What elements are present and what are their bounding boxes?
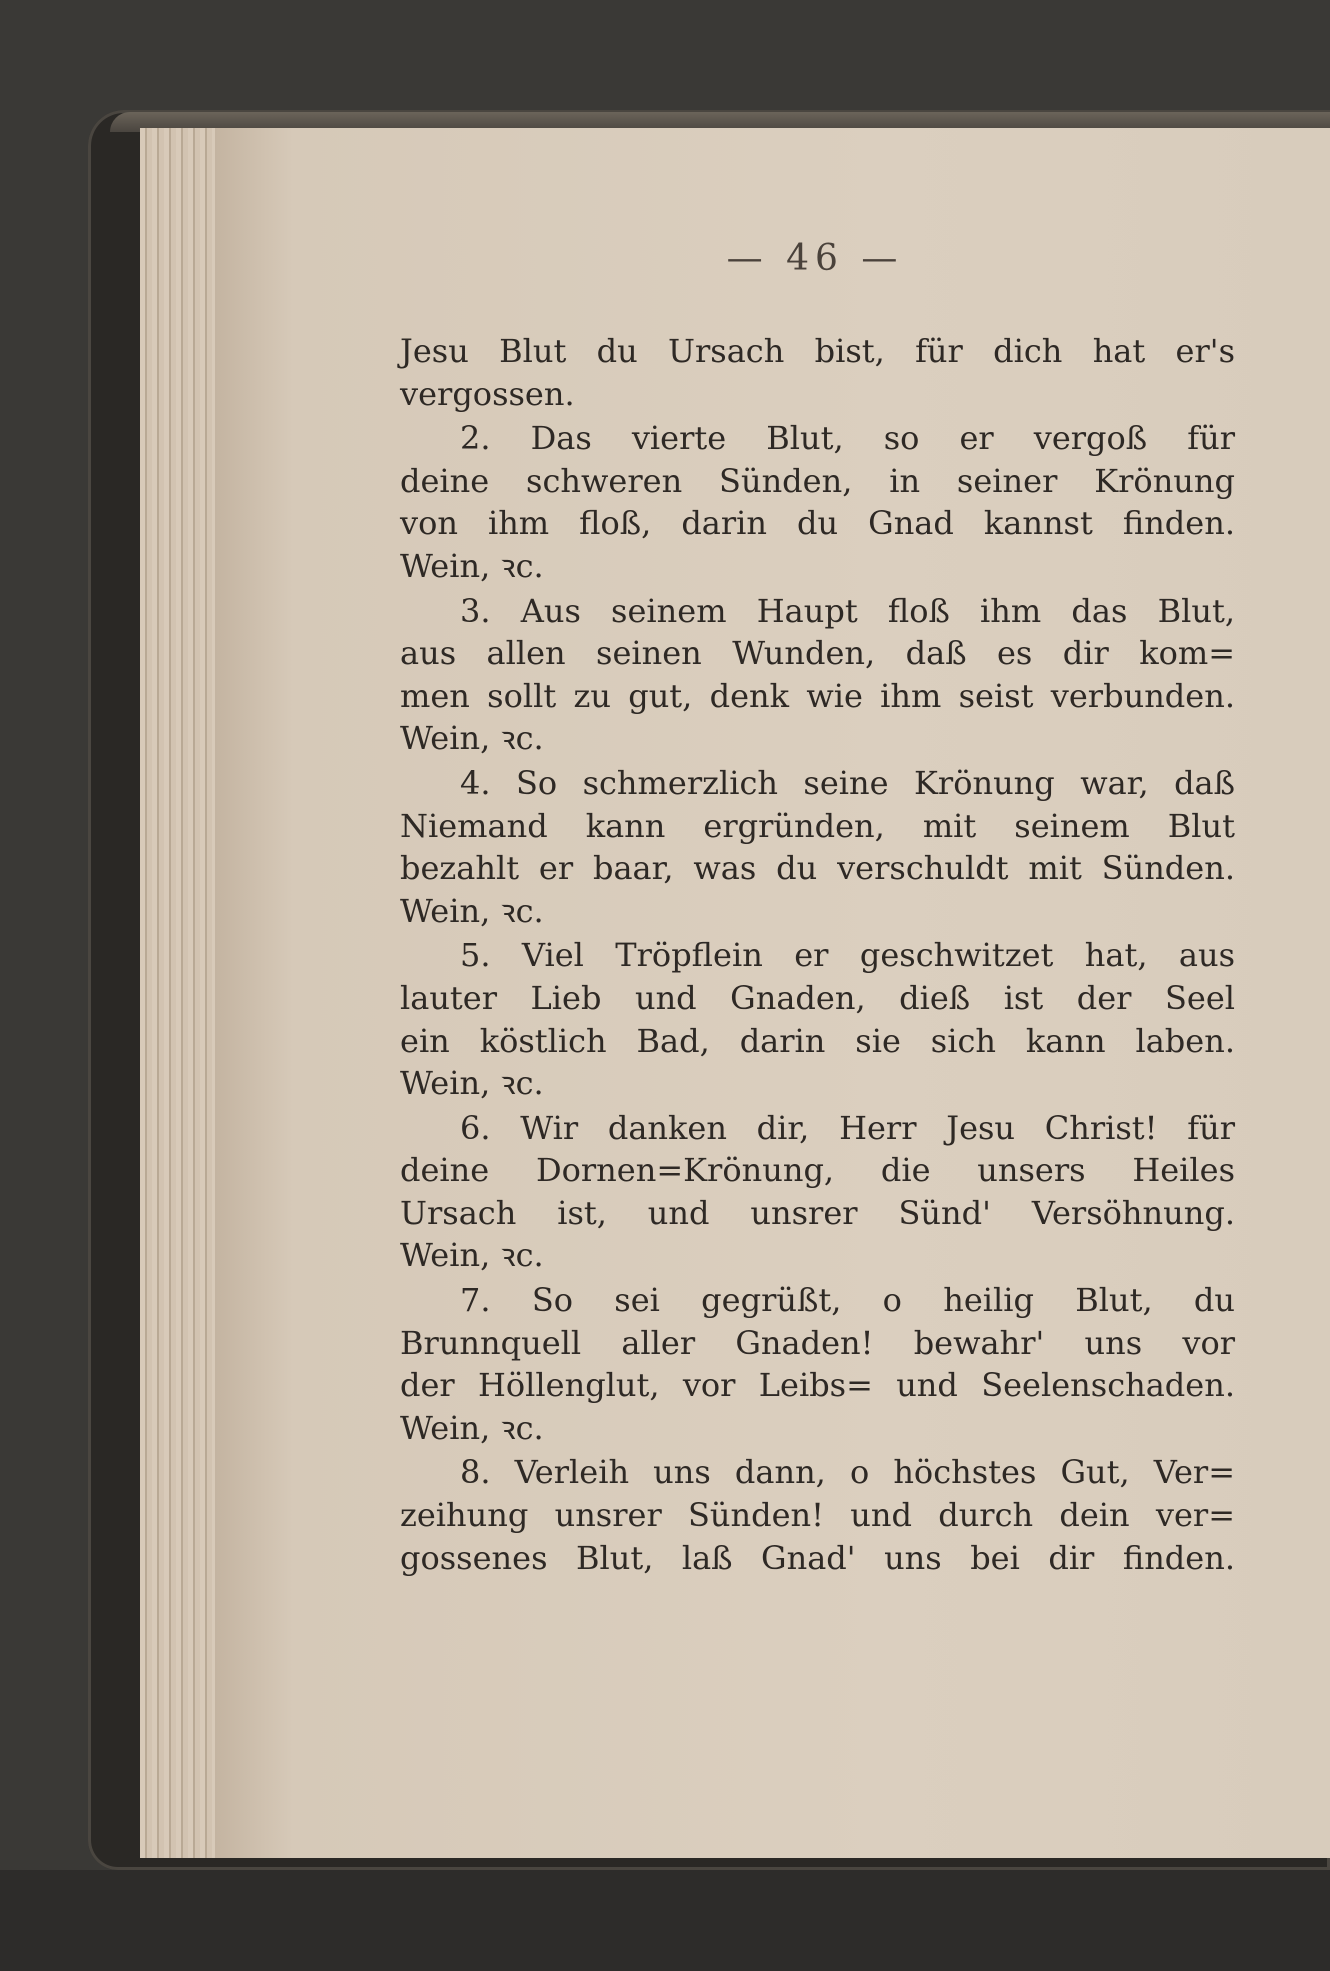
stanza-1 bbox=[400, 330, 1235, 415]
stanza-6 bbox=[400, 1107, 1235, 1277]
text-line: 4. So schmerzlich seine Krönung war, daß bbox=[460, 763, 1235, 802]
text-line: Jesu Blut du Ursach bist, für dich hat er's bbox=[400, 332, 1235, 370]
text-line: Wein, ꝛc. bbox=[400, 719, 544, 758]
text-line: Ursach ist, und unsrer Sünd' Versöhnung. bbox=[400, 1193, 1235, 1232]
text-line: bezahlt er baar, was du verschuldt mit Sünden. bbox=[400, 849, 1235, 888]
text-line: Wein, ꝛc. bbox=[400, 891, 544, 930]
text-line: deine schweren Sünden, in seiner Krönung bbox=[400, 461, 1235, 500]
text-line: 7. So sei gegrüßt, o heilig Blut, du bbox=[460, 1281, 1235, 1320]
stanza-5 bbox=[400, 934, 1235, 1104]
stanza-4 bbox=[400, 762, 1235, 932]
text-line: Wein, ꝛc. bbox=[400, 1408, 544, 1447]
text-line: Brunnquell aller Gnaden! bewahr' uns vor bbox=[400, 1323, 1235, 1362]
text-line: zeihung unsrer Sünden! und durch dein ver= bbox=[400, 1496, 1235, 1535]
text-line: Wein, ꝛc. bbox=[400, 546, 544, 585]
table-surface bbox=[0, 1870, 1330, 1971]
text-line: aus allen seinen Wunden, daß es dir kom= bbox=[400, 634, 1235, 673]
stanza-8 bbox=[400, 1451, 1235, 1579]
text-line: ein köstlich Bad, darin sie sich kann laben. bbox=[400, 1021, 1235, 1060]
text-line: Niemand kann ergründen, mit seinem Blut bbox=[400, 806, 1235, 845]
text-line: Wein, ꝛc. bbox=[400, 1064, 544, 1103]
text-line: 8. Verleih uns dann, o höchstes Gut, Ver= bbox=[460, 1453, 1235, 1492]
stanza-7 bbox=[400, 1279, 1235, 1449]
stanza-3 bbox=[400, 590, 1235, 760]
text-line: deine Dornen=Krönung, die unsers Heiles bbox=[400, 1151, 1235, 1190]
text-line: 3. Aus seinem Haupt floß ihm das Blut, bbox=[460, 591, 1235, 630]
text-line: der Höllenglut, vor Leibs= und Seelenschaden. bbox=[400, 1366, 1235, 1405]
text-line: vergossen. bbox=[400, 374, 575, 413]
text-line: 6. Wir danken dir, Herr Jesu Christ! für bbox=[460, 1108, 1235, 1147]
text-line: 5. Viel Tröpflein er geschwitzet hat, aus bbox=[460, 936, 1235, 975]
text-line: men sollt zu gut, denk wie ihm seist verbunden. bbox=[400, 676, 1235, 715]
text-line: lauter Lieb und Gnaden, dieß ist der Seel bbox=[400, 978, 1235, 1017]
text-line: 2. Das vierte Blut, so er vergoß für bbox=[460, 419, 1235, 458]
stanza-2 bbox=[400, 417, 1235, 587]
text-line: Wein, ꝛc. bbox=[400, 1236, 544, 1275]
text-line: von ihm floß, darin du Gnad kannst finden. bbox=[400, 504, 1235, 543]
page-number: — 46 — bbox=[726, 238, 904, 279]
hymn-text bbox=[400, 330, 1235, 1581]
text-line: gossenes Blut, laß Gnad' uns bei dir finden. bbox=[400, 1538, 1235, 1577]
